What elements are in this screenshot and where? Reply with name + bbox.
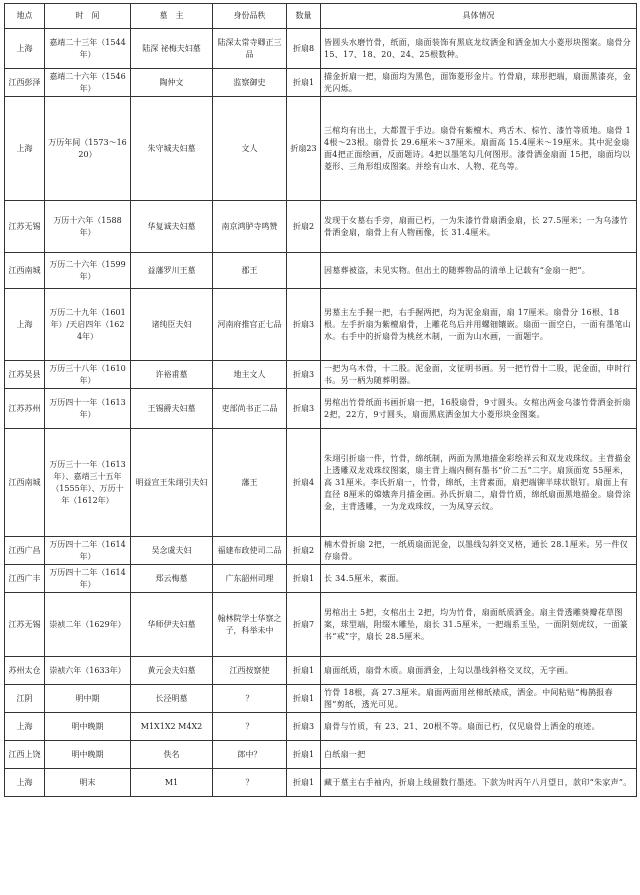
cell-place: 江阴: [5, 685, 45, 713]
cell-rank: 地主文人: [213, 361, 287, 389]
cell-time: 万历四十二年（1614年）: [45, 537, 131, 565]
cell-count: [287, 253, 321, 289]
cell-owner: 诸纯臣夫妇: [131, 289, 213, 361]
table-row: [5, 741, 637, 769]
cell-place: 上海: [5, 769, 45, 797]
cell-owner: 郑云梅墓: [131, 565, 213, 593]
cell-count: 折扇2: [287, 537, 321, 565]
cell-time: 万历三十八年（1610年）: [45, 361, 131, 389]
cell-count: 折扇1: [287, 69, 321, 97]
cell-place: 上海: [5, 289, 45, 361]
cell-rank: 文人: [213, 97, 287, 201]
cell-time: 崇祯二年（1629年）: [45, 593, 131, 657]
cell-rank: 河南府推官正七品: [213, 289, 287, 361]
cell-detail: 竹骨 18根，高 27.3厘米。扇面两面用丝棉纸裱成，洒金。中间粘贴“梅鹊报春图”剪纸，透光可见。: [321, 685, 637, 713]
cell-owner: 华师伊夫妇墓: [131, 593, 213, 657]
cell-rank: 南京鸿胪寺鸣赞: [213, 201, 287, 253]
cell-owner: 陆深 祕梅夫妇墓: [131, 29, 213, 69]
table-row: [5, 29, 637, 69]
cell-place: 上海: [5, 97, 45, 201]
cell-rank: 郡王: [213, 253, 287, 289]
cell-owner: M1X1X2 M4X2: [131, 713, 213, 741]
cell-rank: ？: [213, 713, 287, 741]
table-row: [5, 69, 637, 97]
cell-detail: 因墓葬被盗，未见实物。但出土的随葬物品的清单上记载有“金扇一把”。: [321, 253, 637, 289]
cell-place: 江西广丰: [5, 565, 45, 593]
cell-owner: 黄元会夫妇墓: [131, 657, 213, 685]
cell-count: 折扇2: [287, 201, 321, 253]
cell-detail: 扇面纸质，扇骨木质。扇面洒金，上勾以墨线斜格交叉纹，无字画。: [321, 657, 637, 685]
cell-detail: 一把为乌木骨，十二股。泥金面，文征明书画。另一把竹骨十二股，泥金面，申时行书。另一柄为随葬明器。: [321, 361, 637, 389]
cell-time: 明中期: [45, 685, 131, 713]
cell-time: 嘉靖二十六年（1546年）: [45, 69, 131, 97]
table-container: [4, 3, 636, 797]
cell-detail: 男墓主左手握一把，右手握两把，均为泥金扇面，扇 17厘米。扇骨分 16根、18根。左手折扇为紫檀扇骨，上雕花鸟后并用螺钿镶嵌。扇面一面空白，一面有墨笔山水。右手中的折扇骨为桃丝木制，一面为山水画，一面题字。: [321, 289, 637, 361]
cell-detail: 白纸扇一把: [321, 741, 637, 769]
cell-place: 江西南城: [5, 429, 45, 537]
cell-detail: 三棺均有出土，大都置于手边。扇骨有紫檀木、鸡舌木、棕竹、漆竹等质地。扇骨 14根～23根。扇骨长 29.6厘米～37厘米。扇面高 15.4厘米～19厘米。其中泥金扇面4把正面绘画，反面题诗。4把以墨笔勾几何图形。漆骨洒金扇面 15把，扇面均以菱形、三角形组成图案。并绘有山水、人物、花鸟等。: [321, 97, 637, 201]
table-row: [5, 769, 637, 797]
cell-detail: 朱翊引折扇一件，竹骨，绵纸制，两面为黑地描金彩绘祥云和双龙戏珠纹。主背描金上透雕双龙戏珠纹图案，扇主背上端内侧有墨书“价二五”二字。扇顶面宽 55厘米，高 31厘米。李氏折扇一，竹骨，绵纸，主背素面，扇把端铆半球状银钉。扇面上有直径 8厘米的嫦娥奔月描金画。孙氏折扇二，扇骨竹质，绵纸扇面黑地描金。扇骨涂金，主背透雕，一为龙戏珠纹，一为凤穿云纹。: [321, 429, 637, 537]
table-row: [5, 713, 637, 741]
cell-rank: 福建布政使司二品: [213, 537, 287, 565]
cell-time: 万历四十一年（1613年）: [45, 389, 131, 429]
cell-detail: 发现于女墓右手旁，扇面已朽，一为朱漆竹骨扇洒金扇，长 27.5厘米；一为乌漆竹骨洒金扇，扇骨上有人物画像，长 31.4厘米。: [321, 201, 637, 253]
cell-rank: 陆深太常寺卿正三品: [213, 29, 287, 69]
cell-place: 苏州太仓: [5, 657, 45, 685]
cell-owner: 朱守城夫妇墓: [131, 97, 213, 201]
cell-owner: 益藩罗川王墓: [131, 253, 213, 289]
cell-rank: 广东韶州司理: [213, 565, 287, 593]
header-owner: 墓 主: [131, 4, 213, 29]
cell-detail: 长 34.5厘米，素面。: [321, 565, 637, 593]
table-row: [5, 97, 637, 201]
table-row: [5, 593, 637, 657]
table-row: [5, 537, 637, 565]
cell-rank: 江西按察使: [213, 657, 287, 685]
cell-place: 江苏无锡: [5, 201, 45, 253]
cell-place: 上海: [5, 29, 45, 69]
table-row: [5, 657, 637, 685]
cell-count: 折扇1: [287, 769, 321, 797]
fan-burial-table: [4, 3, 637, 797]
cell-count: 折扇3: [287, 361, 321, 389]
cell-count: 折扇4: [287, 429, 321, 537]
table-row: [5, 565, 637, 593]
cell-place: 江西上饶: [5, 741, 45, 769]
header-row: [5, 4, 637, 29]
cell-count: 折扇3: [287, 713, 321, 741]
cell-place: 江西广昌: [5, 537, 45, 565]
cell-owner: 明益宣王朱翊引夫妇: [131, 429, 213, 537]
cell-owner: 吴念虞夫妇: [131, 537, 213, 565]
header-place: 地点: [5, 4, 45, 29]
cell-count: 折扇1: [287, 741, 321, 769]
cell-owner: 陶仲文: [131, 69, 213, 97]
cell-time: 万历二十九年（1601年）/天启四年（1624年）: [45, 289, 131, 361]
table-row: [5, 201, 637, 253]
cell-time: 明末: [45, 769, 131, 797]
cell-rank: 监察御史: [213, 69, 287, 97]
cell-detail: 皆圆头水磨竹骨，纸面，扇面装饰有黑底龙纹洒金和洒金加大小菱形块图案。扇骨分 15、17、18、20、24、25根数种。: [321, 29, 637, 69]
cell-time: 万历年间（1573～1620）: [45, 97, 131, 201]
header-rank: 身份品秩: [213, 4, 287, 29]
cell-place: 江苏无锡: [5, 593, 45, 657]
cell-count: 折扇8: [287, 29, 321, 69]
cell-time: 万历四十二年（1614年）: [45, 565, 131, 593]
cell-time: 万历三十一年（1613年）、嘉靖三十五年（1555年）、万历十年（1612年）: [45, 429, 131, 537]
cell-count: 折扇3: [287, 289, 321, 361]
table-row: [5, 361, 637, 389]
cell-place: 江西南城: [5, 253, 45, 289]
header-detail: 具体情况: [321, 4, 637, 29]
cell-time: 嘉靖二十三年（1544年）: [45, 29, 131, 69]
cell-count: 折扇7: [287, 593, 321, 657]
cell-detail: 藏于墓主右手袖内，折扇上线留数行墨迹。下款为时丙午八月望日，款印“朱家声”。: [321, 769, 637, 797]
cell-owner: 长泾明墓: [131, 685, 213, 713]
cell-time: 明中晚期: [45, 713, 131, 741]
cell-detail: 扇骨与竹质，有 23、21、20根不等。扇面已朽，仅见扇骨上洒金的痕迹。: [321, 713, 637, 741]
cell-rank: 藩王: [213, 429, 287, 537]
table-row: [5, 685, 637, 713]
cell-time: 崇祯六年（1633年）: [45, 657, 131, 685]
cell-owner: M1: [131, 769, 213, 797]
cell-owner: 许裕甫墓: [131, 361, 213, 389]
cell-place: 上海: [5, 713, 45, 741]
cell-owner: 佚名: [131, 741, 213, 769]
cell-rank: 郎中？: [213, 741, 287, 769]
cell-rank: ？: [213, 769, 287, 797]
header-time: 时 间: [45, 4, 131, 29]
table-row: [5, 253, 637, 289]
cell-rank: 翰林院学士华察之子，科举未中: [213, 593, 287, 657]
table-row: [5, 389, 637, 429]
cell-time: 明中晚期: [45, 741, 131, 769]
cell-owner: 华复诚夫妇墓: [131, 201, 213, 253]
cell-detail: 楠木骨折扇 2把，一纸质扇面泥金，以墨线勾斜交叉格，通长 28.1厘米。另一件仅存扇骨。: [321, 537, 637, 565]
cell-owner: 王锡爵夫妇墓: [131, 389, 213, 429]
table-row: [5, 429, 637, 537]
cell-detail: 男棺出竹骨纸面书画折扇一把，16股扇骨，9寸圆头。女棺出两金乌漆竹骨洒金折扇 2把，22方，9寸圆头，扇面黑底洒金加大小菱形块金图案。: [321, 389, 637, 429]
cell-time: 万历二十六年（1599年）: [45, 253, 131, 289]
cell-count: 折扇1: [287, 565, 321, 593]
header-count: 数量: [287, 4, 321, 29]
cell-rank: ？: [213, 685, 287, 713]
cell-rank: 吏部尚书正二品: [213, 389, 287, 429]
cell-detail: 男棺出土 5把，女棺出土 2把，均为竹骨，扇面纸质洒金。扇主骨透雕葵瓣花草图案，球型端，附缀木雕坠，扇长 31.5厘米，一把端系玉坠，一面阴刻虎纹，一面篆书“戒”字，扇长 28.5厘米。: [321, 593, 637, 657]
cell-place: 江苏吴县: [5, 361, 45, 389]
cell-time: 万历十六年（1588年）: [45, 201, 131, 253]
cell-count: 折扇3: [287, 389, 321, 429]
cell-count: 折扇23: [287, 97, 321, 201]
cell-place: 江苏苏州: [5, 389, 45, 429]
cell-count: 折扇1: [287, 685, 321, 713]
cell-count: 折扇1: [287, 657, 321, 685]
cell-place: 江西彭泽: [5, 69, 45, 97]
cell-detail: 描金折扇一把，扇面均为黑色，面饰菱形金片。竹骨扇，球形把端，扇面黑漆亮，金光闪烁。: [321, 69, 637, 97]
table-row: [5, 289, 637, 361]
